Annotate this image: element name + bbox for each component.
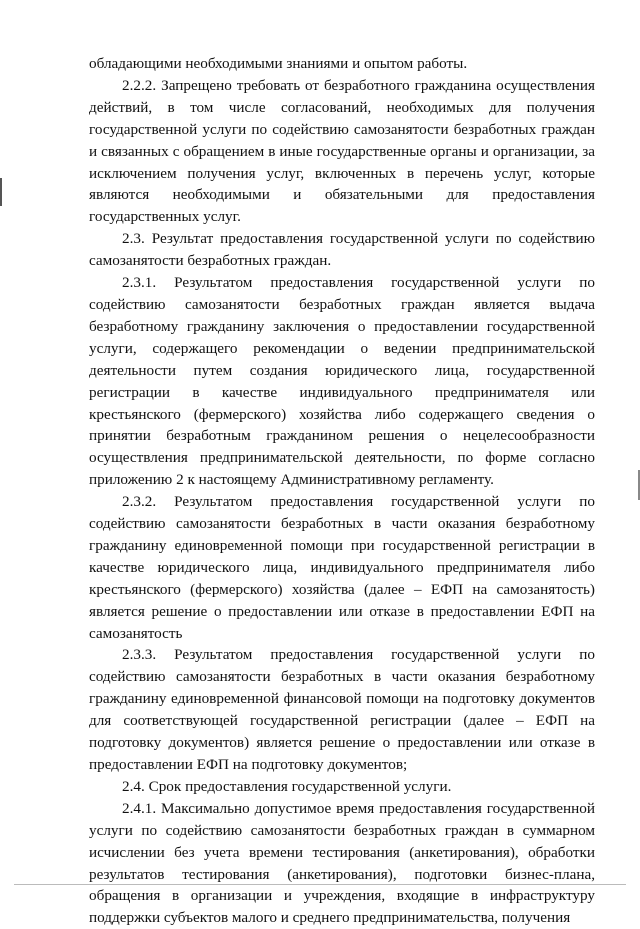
paragraph-continuation: обладающими необходимыми знаниями и опытом работы. [89,55,468,72]
paragraph-2-3: 2.3. Результат предоставления государственной услуги по содействию самозанятости безработных граждан. [89,230,595,270]
scan-bottom-edge [14,884,626,885]
document-body [89,53,595,929]
paragraph-2-4-1: 2.4.1. Максимально допустимое время предоставления государственной услуги по содействию самозанятости безработных граждан в суммарном исчислении без учета времени тестирования (анкетирования), обработки результатов тестирования (анкетирования), подготовки бизнес-плана, обращения в организации и учреждения, входящие в инфраструктуру поддержки субъектов малого и среднего предпринимательства, получения [89,799,595,927]
paragraph-2-3-2: 2.3.2. Результатом предоставления государственной услуги по содействию самозанятости безработных в части оказания безработному гражданину единовременной помощи при государственной регистрации в качестве юридического лица, индивидуального предпринимателя либо крестьянского (фермерского) хозяйства (далее – ЕФП на самозанятость) является решение о предоставлении или отказе в предоставлении ЕФП на самозанятость [89,493,595,642]
paragraph-2-4: 2.4. Срок предоставления государственной услуги. [122,777,452,795]
paragraph-2-3-1: 2.3.1. Результатом предоставления государственной услуги по содействию самозанятости безработных граждан является выдача безработному гражданину заключения о предоставлении государственной услуги, содержащего рекомендации о ведении предпринимательской деятельности путем создания юридического лица, государственной регистрации в качестве индивидуального предпринимателя или крестьянского (фермерского) хозяйства либо содержащего сведения о принятии безработным гражданином решения о нецелесообразности осуществления предпринимательской деятельности, по форме согласно приложению 2 к настоящему Административному регламенту. [89,274,595,489]
paragraph-2-3-3: 2.3.3. Результатом предоставления государственной услуги по содействию самозанятости безработных в части оказания безработному гражданину единовременной финансовой помощи на подготовку документов для соответствующей государственной регистрации (далее – ЕФП на подготовку документов) является решение о предоставлении или отказе в предоставлении ЕФП на подготовку документов; [89,646,595,773]
paragraph-2-2-2: 2.2.2. Запрещено требовать от безработного гражданина осуществления действий, в том числе согласований, необходимых для получения государственной услуги по содействию самозанятости безработных граждан и связанных с обращением в иные государственные органы и организации, за исключением получения услуг, включенных в перечень услуг, которые являются необходимыми и обязательными для предоставления государственных услуг. [89,76,595,226]
scan-edge-mark-left [0,178,2,206]
